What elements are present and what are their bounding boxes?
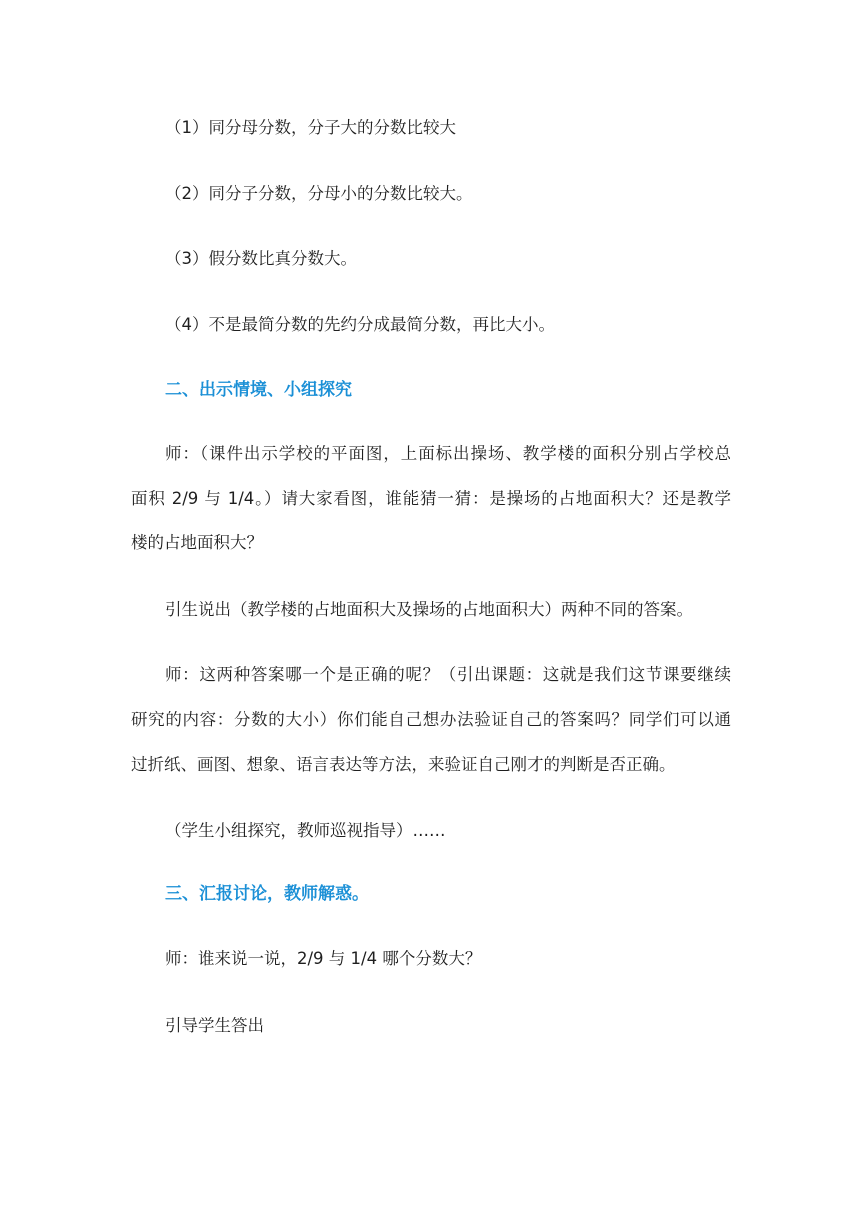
paragraph-teacher-compare: 师：谁来说一说，2/9 与 1/4 哪个分数大？ (165, 949, 482, 968)
paragraph-teacher-question-line-1: 师：（课件出示学校的平面图，上面标出操场、教学楼的面积分别占学校总 (165, 444, 731, 463)
paragraph-teacher-verify-line-2: 研究的内容：分数的大小）你们能自己想办法验证自己的答案吗？同学们可以通 (131, 710, 731, 729)
paragraph-guide-students: 引导学生答出 (165, 1016, 264, 1035)
rule-item-1: （1）同分母分数，分子大的分数比较大 (165, 118, 456, 137)
paragraph-teacher-verify-line-3: 过折纸、画图、想象、语言表达等方法，来验证自己刚才的判断是否正确。 (131, 755, 676, 774)
paragraph-teacher-question-line-3: 楼的占地面积大？ (131, 533, 263, 552)
paragraph-teacher-question-line-2: 面积 2/9 与 1/4。）请大家看图，谁能猜一猜：是操场的占地面积大？还是教学 (131, 489, 731, 508)
rule-item-3: （3）假分数比真分数大。 (165, 249, 357, 268)
paragraph-teacher-verify-line-1: 师：这两种答案哪一个是正确的呢？（引出课题：这就是我们这节课要继续 (165, 665, 731, 684)
section-heading-3: 三、汇报讨论，教师解惑。 (165, 884, 369, 904)
section-heading-2: 二、出示情境、小组探究 (165, 380, 352, 400)
rule-item-4: （4）不是最简分数的先约分成最简分数，再比大小。 (165, 315, 555, 334)
paragraph-student-answers: 引生说出（教学楼的占地面积大及操场的占地面积大）两种不同的答案。 (165, 600, 693, 619)
rule-item-2: （2）同分子分数，分母小的分数比较大。 (165, 184, 473, 203)
paragraph-group-exploration: （学生小组探究，教师巡视指导）…… (165, 821, 446, 840)
